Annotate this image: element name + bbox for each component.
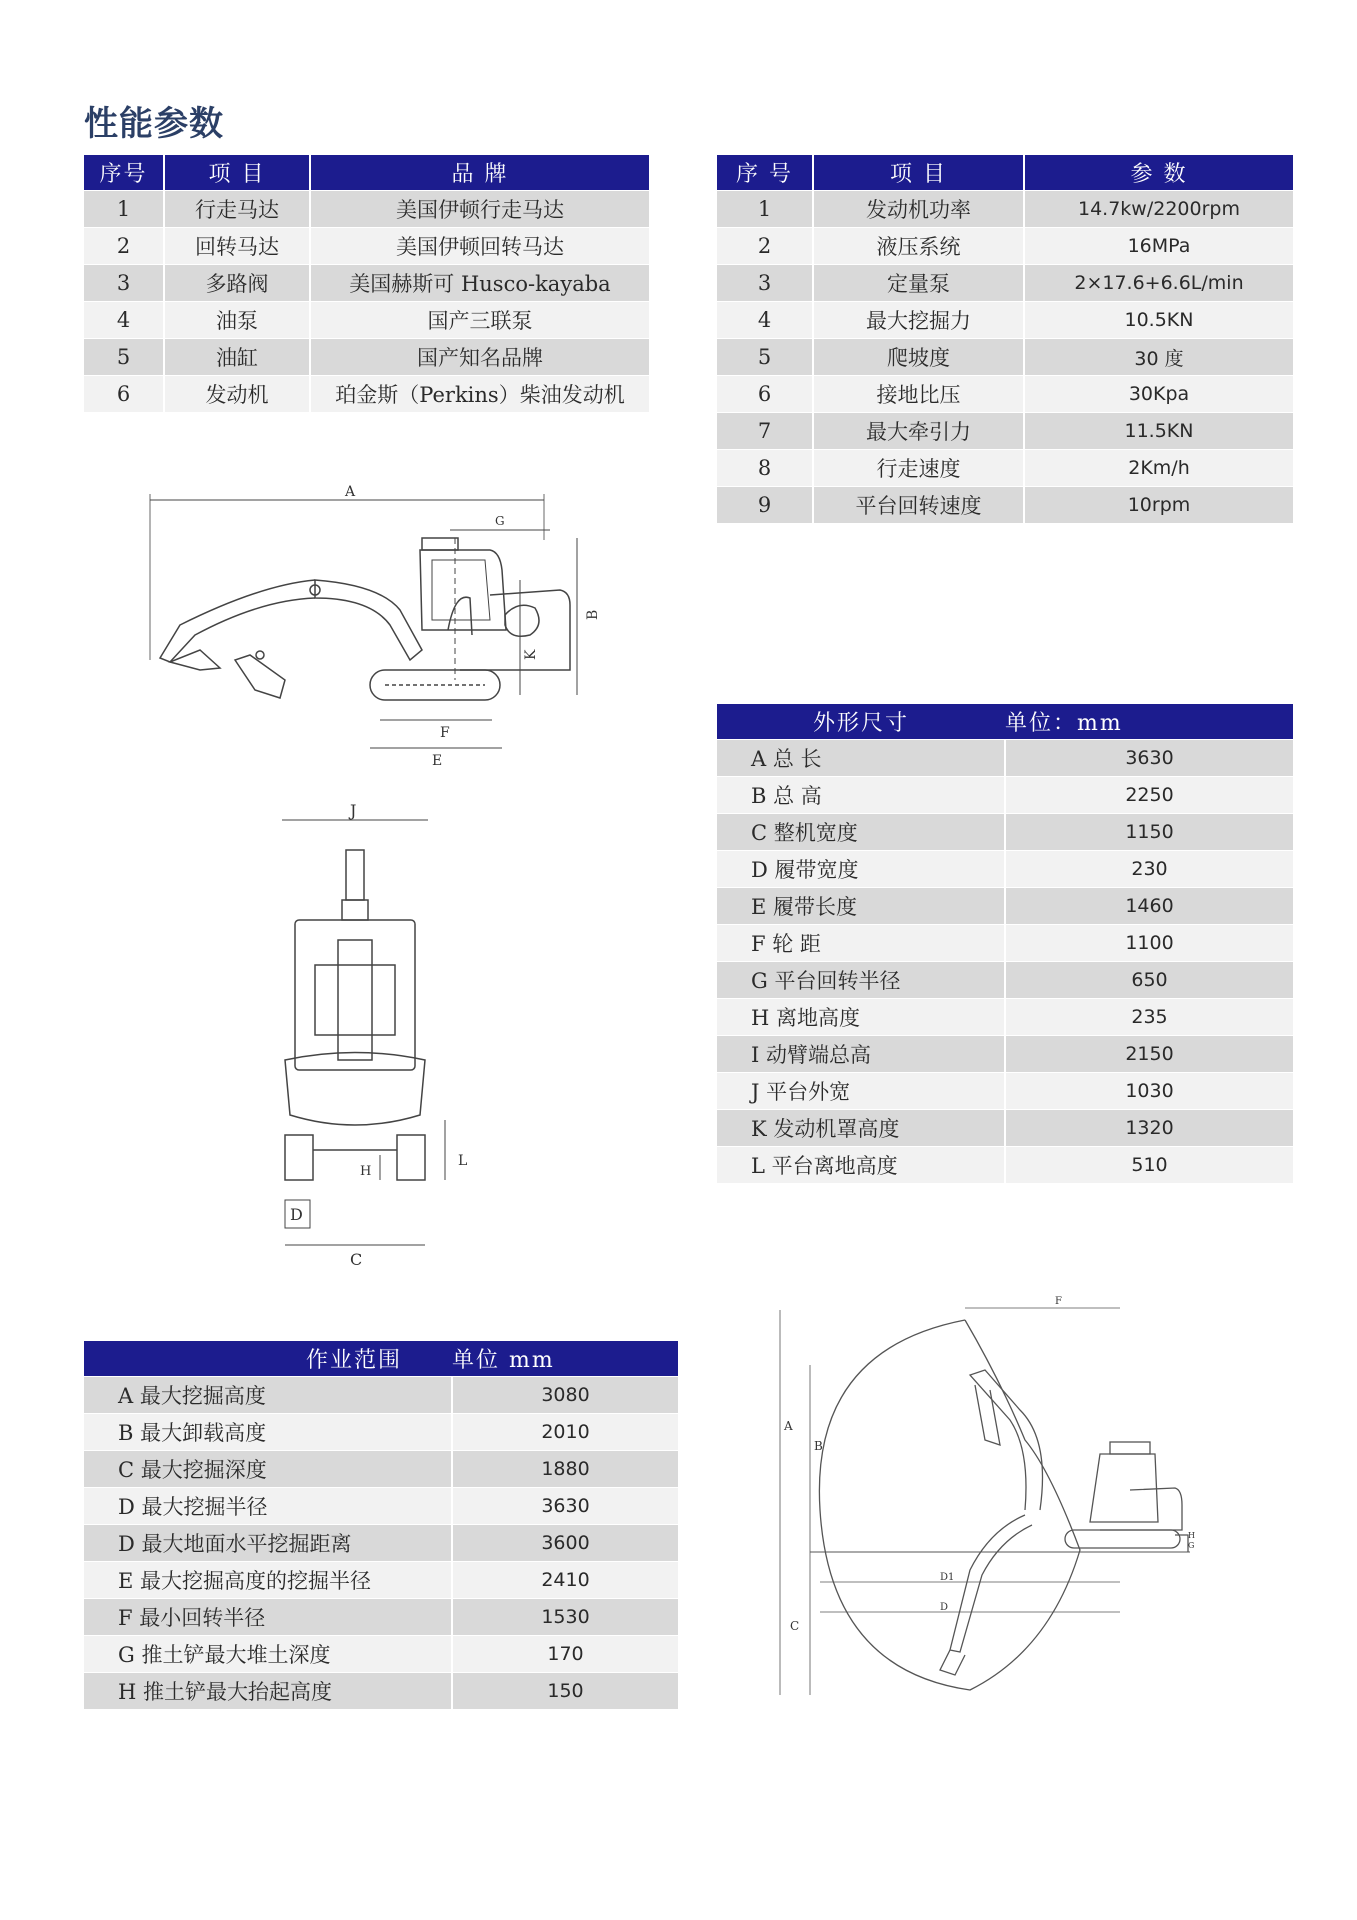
cell-value: 650	[1005, 962, 1293, 999]
cell-index: 8	[717, 450, 813, 487]
cell-value: 510	[1005, 1147, 1293, 1184]
cell-value: 2×17.6+6.6L/min	[1024, 265, 1293, 302]
table-row	[717, 1110, 1293, 1147]
table-row	[717, 487, 1293, 524]
table-row	[717, 851, 1293, 888]
cell-value: 30Kpa	[1024, 376, 1293, 413]
table-row	[84, 1377, 678, 1414]
dimension-label-d: D	[940, 1602, 949, 1613]
dimension-label-h: H	[1188, 1531, 1195, 1540]
table-row	[717, 413, 1293, 450]
cell-item: 行走马达	[164, 191, 310, 228]
table-row	[84, 1599, 678, 1636]
dimension-label-h: H	[360, 1164, 372, 1179]
table-row	[717, 925, 1293, 962]
cell-index: 1	[717, 191, 813, 228]
table-row	[717, 265, 1293, 302]
cell-brand: 珀金斯（Perkins）柴油发动机	[310, 376, 649, 413]
cell-item: 发动机	[164, 376, 310, 413]
dimension-label-b: B	[814, 1439, 823, 1453]
cell-value: 30 度	[1024, 339, 1293, 376]
table-row	[717, 339, 1293, 376]
cell-dimension: D 履带宽度	[717, 851, 1005, 888]
cell-dimension: A 总 长	[717, 740, 1005, 777]
cell-range-item: F 最小回转半径	[84, 1599, 452, 1636]
cell-index: 6	[84, 376, 164, 413]
column-header-value: 参 数	[1024, 155, 1293, 191]
table-row	[717, 740, 1293, 777]
cell-range-item: B 最大卸载高度	[84, 1414, 452, 1451]
cell-item: 行走速度	[813, 450, 1024, 487]
column-header-item: 项 目	[813, 155, 1024, 191]
cell-value: 1150	[1005, 814, 1293, 851]
cell-dimension: J 平台外宽	[717, 1073, 1005, 1110]
cell-item: 回转马达	[164, 228, 310, 265]
dimension-label-l: L	[458, 1153, 468, 1169]
table-row	[717, 814, 1293, 851]
cell-range-item: D 最大地面水平挖掘距离	[84, 1525, 452, 1562]
table-row	[717, 1147, 1293, 1184]
cell-item: 接地比压	[813, 376, 1024, 413]
table-row	[717, 1073, 1293, 1110]
cell-item: 液压系统	[813, 228, 1024, 265]
cell-dimension: F 轮 距	[717, 925, 1005, 962]
dimension-label-c: C	[350, 1250, 363, 1269]
cell-range-item: E 最大挖掘高度的挖掘半径	[84, 1562, 452, 1599]
table-row	[717, 888, 1293, 925]
excavator-front-view-drawing	[260, 790, 510, 1270]
dimension-label-f: F	[440, 725, 450, 741]
cell-range-item: D 最大挖掘半径	[84, 1488, 452, 1525]
table-row	[84, 339, 649, 376]
cell-index: 1	[84, 191, 164, 228]
table-row	[84, 1673, 678, 1710]
cell-value: 14.7kw/2200rpm	[1024, 191, 1293, 228]
cell-item: 发动机功率	[813, 191, 1024, 228]
table-row	[84, 1451, 678, 1488]
column-header-unit: 单位 mm	[452, 1341, 678, 1377]
cell-value: 2250	[1005, 777, 1293, 814]
cell-item: 油缸	[164, 339, 310, 376]
cell-value: 1100	[1005, 925, 1293, 962]
cell-index: 3	[84, 265, 164, 302]
cell-brand: 美国伊顿行走马达	[310, 191, 649, 228]
excavator-side-view-drawing	[140, 480, 660, 780]
dimension-label-a: A	[784, 1419, 793, 1433]
table-row	[717, 376, 1293, 413]
cell-value: 3630	[1005, 740, 1293, 777]
cell-item: 爬坡度	[813, 339, 1024, 376]
dimension-label-b: B	[585, 609, 601, 620]
table-row	[717, 1036, 1293, 1073]
table-row	[84, 1525, 678, 1562]
cell-dimension: K 发动机罩高度	[717, 1110, 1005, 1147]
cell-item: 平台回转速度	[813, 487, 1024, 524]
dimension-label-f: F	[1055, 1296, 1062, 1307]
cell-index: 2	[717, 228, 813, 265]
cell-value: 3600	[452, 1525, 678, 1562]
column-header-brand: 品 牌	[310, 155, 649, 191]
cell-value: 2010	[452, 1414, 678, 1451]
page-title: 性能参数	[84, 104, 224, 144]
cell-value: 2410	[452, 1562, 678, 1599]
cell-range-item: C 最大挖掘深度	[84, 1451, 452, 1488]
cell-value: 170	[452, 1636, 678, 1673]
cell-value: 1320	[1005, 1110, 1293, 1147]
cell-value: 10.5KN	[1024, 302, 1293, 339]
cell-brand: 国产三联泵	[310, 302, 649, 339]
table-row	[84, 265, 649, 302]
cell-value: 235	[1005, 999, 1293, 1036]
cell-index: 7	[717, 413, 813, 450]
cell-value: 3080	[452, 1377, 678, 1414]
cell-index: 4	[717, 302, 813, 339]
column-header-item: 项 目	[164, 155, 310, 191]
table-row	[84, 376, 649, 413]
table-row	[84, 191, 649, 228]
cell-dimension: B 总 高	[717, 777, 1005, 814]
table-row	[84, 1562, 678, 1599]
cell-value: 1530	[452, 1599, 678, 1636]
cell-dimension: G 平台回转半径	[717, 962, 1005, 999]
dimension-label-g: G	[495, 514, 505, 528]
dimension-label-c: C	[790, 1619, 800, 1633]
cell-index: 2	[84, 228, 164, 265]
table-row	[717, 777, 1293, 814]
dimension-label-e: E	[432, 753, 443, 769]
cell-value: 3630	[452, 1488, 678, 1525]
table-row	[717, 191, 1293, 228]
column-header-unit: 单位：mm	[1005, 704, 1293, 740]
cell-value: 150	[452, 1673, 678, 1710]
dimension-label-g: G	[1188, 1541, 1195, 1550]
dimension-label-d1: D1	[940, 1572, 955, 1583]
cell-item: 多路阀	[164, 265, 310, 302]
params-table	[717, 155, 1293, 523]
dimension-label-j: J	[350, 801, 357, 820]
cell-brand: 国产知名品牌	[310, 339, 649, 376]
table-row	[84, 1636, 678, 1673]
cell-value: 1880	[452, 1451, 678, 1488]
cell-range-item: H 推土铲最大抬起高度	[84, 1673, 452, 1710]
table-row	[84, 302, 649, 339]
cell-index: 6	[717, 376, 813, 413]
cell-item: 定量泵	[813, 265, 1024, 302]
dimension-label-d: D	[290, 1205, 303, 1224]
cell-index: 5	[84, 339, 164, 376]
cell-value: 2Km/h	[1024, 450, 1293, 487]
cell-item: 最大牵引力	[813, 413, 1024, 450]
table-row	[84, 228, 649, 265]
cell-value: 11.5KN	[1024, 413, 1293, 450]
table-row	[717, 228, 1293, 265]
table-row	[717, 999, 1293, 1036]
cell-value: 1460	[1005, 888, 1293, 925]
cell-value: 10rpm	[1024, 487, 1293, 524]
cell-dimension: E 履带长度	[717, 888, 1005, 925]
working-range-drawing	[770, 1290, 1210, 1710]
cell-index: 4	[84, 302, 164, 339]
cell-index: 5	[717, 339, 813, 376]
dimension-label-k: K	[523, 649, 539, 660]
brands-table	[84, 155, 649, 412]
column-header-index: 序号	[84, 155, 164, 191]
cell-value: 2150	[1005, 1036, 1293, 1073]
table-row	[717, 450, 1293, 487]
cell-value: 1030	[1005, 1073, 1293, 1110]
cell-range-item: A 最大挖掘高度	[84, 1377, 452, 1414]
cell-item: 油泵	[164, 302, 310, 339]
table-row	[717, 962, 1293, 999]
column-header-range: 作业范围	[84, 1341, 452, 1377]
dimension-label-a: A	[345, 484, 356, 500]
cell-value: 230	[1005, 851, 1293, 888]
dimensions-table	[717, 704, 1293, 1183]
cell-index: 9	[717, 487, 813, 524]
cell-item: 最大挖掘力	[813, 302, 1024, 339]
column-header-index: 序 号	[717, 155, 813, 191]
table-row	[717, 302, 1293, 339]
working-range-table	[84, 1341, 678, 1709]
cell-brand: 美国赫斯可 Husco-kayaba	[310, 265, 649, 302]
table-row	[84, 1488, 678, 1525]
column-header-dimension: 外形尺寸	[717, 704, 1005, 740]
cell-value: 16MPa	[1024, 228, 1293, 265]
cell-range-item: G 推土铲最大堆土深度	[84, 1636, 452, 1673]
cell-dimension: H 离地高度	[717, 999, 1005, 1036]
cell-brand: 美国伊顿回转马达	[310, 228, 649, 265]
cell-dimension: L 平台离地高度	[717, 1147, 1005, 1184]
table-row	[84, 1414, 678, 1451]
cell-index: 3	[717, 265, 813, 302]
cell-dimension: I 动臂端总高	[717, 1036, 1005, 1073]
cell-dimension: C 整机宽度	[717, 814, 1005, 851]
